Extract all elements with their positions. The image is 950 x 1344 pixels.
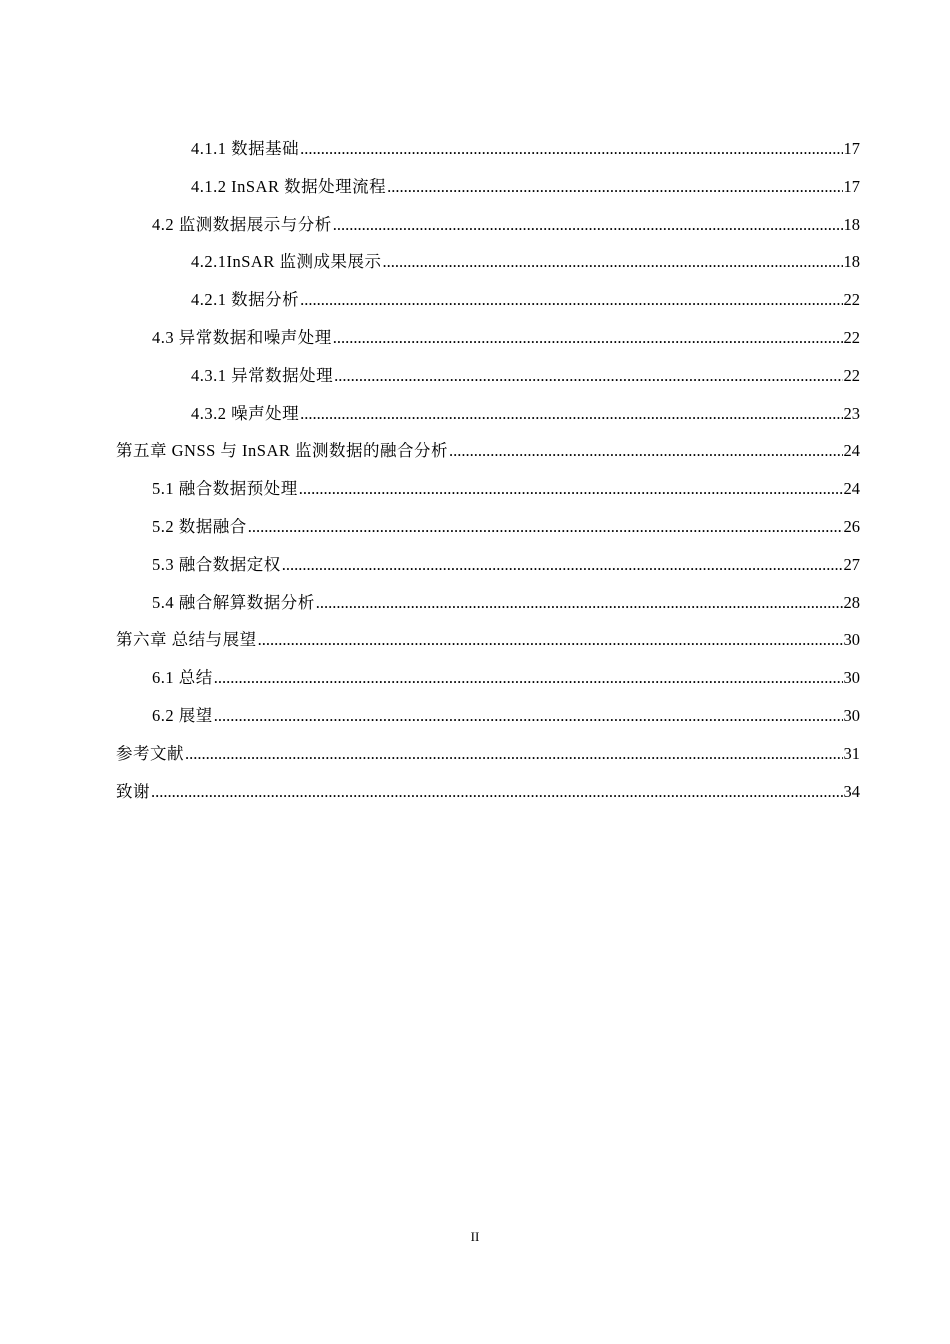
- toc-entry-page: 30: [843, 668, 860, 688]
- toc-entry-4-1-1[interactable]: [116, 137, 860, 175]
- toc-entry-label: 4.3.2 噪声处理: [191, 403, 300, 423]
- toc-entry-5-3[interactable]: [116, 553, 860, 591]
- toc-entry-page: 17: [843, 176, 860, 196]
- toc-dot-leader: [382, 250, 842, 274]
- toc-entry-page: 23: [843, 403, 860, 423]
- page-number: II: [470, 1229, 480, 1244]
- toc-entry-label: 4.1.2 InSAR 数据处理流程: [191, 176, 387, 196]
- toc-entry-acknowledgements[interactable]: [116, 780, 860, 818]
- toc-entry-page: 22: [843, 365, 860, 385]
- toc-entry-page: 17: [843, 139, 860, 158]
- toc-entry-page: 22: [843, 290, 860, 310]
- toc-entry-page: 31: [843, 743, 860, 763]
- toc-dot-leader: [248, 515, 843, 539]
- toc-entry-label: 4.3.1 异常数据处理: [191, 365, 334, 385]
- toc-entry-references[interactable]: [116, 742, 860, 780]
- toc-entry-label: 4.3 异常数据和噪声处理: [152, 327, 332, 347]
- toc-entry-label: 5.2 数据融合: [152, 516, 247, 536]
- toc-entry-label: 5.3 融合数据定权: [152, 554, 281, 574]
- toc-entry-chapter-6[interactable]: [116, 628, 860, 666]
- toc-dot-leader: [300, 402, 842, 426]
- toc-entry-4-3-2[interactable]: [116, 402, 860, 440]
- toc-entry-label: 5.1 融合数据预处理: [152, 479, 298, 499]
- toc-entry-label: 4.2.1InSAR 监测成果展示: [191, 252, 382, 272]
- toc-entry-page: 26: [843, 516, 860, 536]
- toc-entry-label: 第五章 GNSS 与 InSAR 监测数据的融合分析: [116, 441, 449, 461]
- toc-dot-leader: [300, 288, 842, 312]
- toc-entry-5-2[interactable]: [116, 515, 860, 553]
- toc-dot-leader: [316, 591, 843, 615]
- toc-entry-label: 4.1.1 数据基础: [191, 139, 300, 158]
- toc-dot-leader: [214, 704, 843, 728]
- toc-entry-4-2[interactable]: [116, 213, 860, 251]
- toc-entry-page: 28: [843, 592, 860, 612]
- toc-entry-5-4[interactable]: [116, 591, 860, 629]
- toc-entry-4-1-2[interactable]: [116, 175, 860, 213]
- toc-entry-chapter-5[interactable]: [116, 439, 860, 477]
- toc-dot-leader: [282, 553, 843, 577]
- toc-entry-label: 6.2 展望: [152, 705, 213, 725]
- toc-entry-page: 18: [843, 214, 860, 234]
- toc-entry-4-2-1-insar[interactable]: [116, 250, 860, 288]
- toc-entry-5-1[interactable]: [116, 477, 860, 515]
- toc-entry-4-3[interactable]: [116, 326, 860, 364]
- toc-entry-label: 6.1 总结: [152, 668, 213, 688]
- toc-dot-leader: [334, 364, 842, 388]
- toc-entry-page: 30: [843, 630, 860, 650]
- toc-dot-leader: [300, 137, 842, 161]
- toc-entry-label: 5.4 融合解算数据分析: [152, 592, 315, 612]
- table-of-contents: [116, 137, 860, 817]
- toc-entry-page: 34: [843, 781, 860, 801]
- toc-dot-leader: [387, 175, 842, 199]
- toc-entry-page: 30: [843, 705, 860, 725]
- toc-dot-leader: [333, 213, 843, 237]
- toc-entry-label: 4.2.1 数据分析: [191, 290, 300, 310]
- toc-entry-page: 24: [843, 479, 860, 499]
- toc-dot-leader: [333, 326, 843, 350]
- toc-entry-4-2-1-analysis[interactable]: [116, 288, 860, 326]
- toc-dot-leader: [214, 666, 843, 690]
- toc-entry-page: 24: [843, 441, 860, 461]
- toc-entry-page: 27: [843, 554, 860, 574]
- toc-entry-6-2[interactable]: [116, 704, 860, 742]
- toc-entry-page: 22: [843, 327, 860, 347]
- toc-dot-leader: [185, 742, 843, 766]
- toc-entry-label: 参考文献: [116, 743, 184, 763]
- toc-entry-page: 18: [843, 252, 860, 272]
- toc-dot-leader: [151, 780, 843, 804]
- toc-entry-4-3-1[interactable]: [116, 364, 860, 402]
- toc-dot-leader: [258, 628, 843, 652]
- toc-entry-label: 第六章 总结与展望: [116, 630, 257, 650]
- toc-entry-6-1[interactable]: [116, 666, 860, 704]
- toc-dot-leader: [449, 439, 842, 463]
- toc-entry-label: 4.2 监测数据展示与分析: [152, 214, 332, 234]
- toc-entry-label: 致谢: [116, 781, 150, 801]
- toc-dot-leader: [299, 477, 843, 501]
